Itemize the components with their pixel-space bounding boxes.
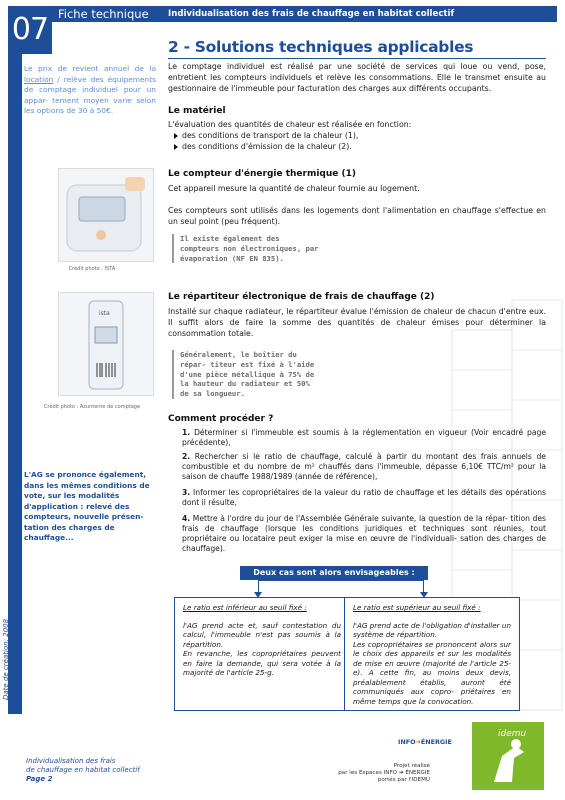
compteur-text-1: Cet appareil mesure la quantité de chaleur fournie au logement. xyxy=(168,184,420,193)
ag-note-bracket xyxy=(18,470,22,542)
info-energie-logo: INFO➔ÉNERGIE xyxy=(398,738,452,746)
step-item: 4. Mettre à l'ordre du jour de l'Assemblée Générale suivante, la question de la répar- tition des frais de chauffage (lorsque les conditions juridiques et techniques sont réunies, tout propriétaire ou locataire peut exiger la mise en œuvre de l'individuali- sation des charges de chauffage). xyxy=(182,514,546,553)
step-item: 1. Déterminer si l'immeuble est soumis à la réglementation en vigueur (Voir encadré page précédente), xyxy=(182,428,546,447)
case-below-threshold: Le ratio est inférieur au seuil fixé : l'AG prend acte et, sauf contestation du calcul, l'immeuble n'est pas soumis à la répartition. En revanche, les copropriétaires peuvent en faire la demande, qui sera votée à la majorité de l'article 25-g. xyxy=(174,597,350,711)
repartiteur-text: Installé sur chaque radiateur, le répartiteur évalue l'émission de chaleur de chacun d'entre eux. Il suffit alors de faire la somme des quantités de chaleur émises pour déterminer la consommation totale. xyxy=(168,307,546,338)
repartiteur-heading: Le répartiteur électronique de frais de chauffage (2) xyxy=(168,292,435,302)
repartiteur-callout: Généralement, le boîtier du répar- titeur est fixé à l'aide d'une pièce métallique à 75% de la hauteur du radiateur et 50% de sa longueur. xyxy=(172,350,322,399)
svg-text:idemu: idemu xyxy=(498,729,527,739)
banner-connector-right xyxy=(340,580,424,596)
step-item: 2. Rechercher si le ratio de chauffage, calculé à partir du montant des frais annuels de combustible et du nombre de m² chauffés dans l'immeuble, dépasse 6,10€ TTC/m² pour la saison de chauffe 1988/1989 (année de référence), xyxy=(182,452,546,481)
compteur-heading: Le compteur d'énergie thermique (1) xyxy=(168,169,357,179)
footer-title: Individualisation des frais de chauffage en habitat collectif Page 2 xyxy=(26,757,140,783)
arrow-right-icon xyxy=(174,133,178,139)
compteur-callout: Il existe également des compteurs non électroniques, par évaporation (NF EN 835). xyxy=(172,234,322,263)
case-left-title: Le ratio est inférieur au seuil fixé : xyxy=(183,603,307,612)
sheet-type: Fiche technique xyxy=(58,7,149,21)
step-item: 3. Informer les copropriétaires de la valeur du ratio de chauffage et les détails des opérations dont il résulte, xyxy=(182,488,546,507)
ag-note: L'AG se prononce également, dans les mêmes conditions de vote, sur les modalités d'application : relevé des compteurs, nouvelle présen- tation des charges de chauffage... xyxy=(24,470,156,544)
thermal-meter-photo xyxy=(58,168,154,262)
photo2-credit: Crédit photo : Azunterne de comptage xyxy=(43,404,141,410)
case-right-title: Le ratio est supérieur au seuil fixé : xyxy=(353,603,481,612)
materiel-heading: Le matériel xyxy=(168,106,226,116)
section-title: 2 - Solutions techniques applicables xyxy=(168,38,474,56)
project-credit: Projet réalisé par les Espaces INFO ➔ ÉNERGIE portés par l'IDEMU xyxy=(338,763,430,784)
photo1-credit: Crédit photo : ISTA xyxy=(68,266,116,272)
idemu-logo xyxy=(472,722,544,790)
header-title: Individualisation des frais de chauffage en habitat collectif xyxy=(168,9,455,19)
intro-paragraph: Le comptage individuel est réalisé par une société de services qui loue ou vend, pose, entretient les compteurs individuels et relève les consommations. Elle le transmet ensuite au gestionnaire de l'immeuble pour facturation des charges aux différents occupants. xyxy=(168,62,546,93)
location-link[interactable]: location xyxy=(24,74,54,84)
compteur-text-2: Ces compteurs sont utilisés dans les logements dont l'alimentation en chauffage s'effectue en un seul point (peu fréquent). xyxy=(168,206,546,226)
left-accent-bar xyxy=(8,54,22,714)
title-rule xyxy=(168,58,546,59)
bullet-item: des conditions d'émission de la chaleur (2). xyxy=(174,142,352,153)
cases-banner: Deux cas sont alors envisageables : xyxy=(240,566,428,580)
banner-connector-left xyxy=(258,580,340,596)
creation-date: Date de création: 2008 xyxy=(2,618,10,700)
bullet-item: des conditions de transport de la chaleur (1), xyxy=(174,131,358,142)
sheet-number: 07 xyxy=(8,6,52,54)
heat-allocator-photo xyxy=(58,292,154,396)
page-number: Page 2 xyxy=(26,775,53,783)
case-above-threshold: Le ratio est supérieur au seuil fixé : l'AG prend acte de l'obligation d'installer un système de répartition. Les copropriétaires se prononcent alors sur le choix des appareils et sur les modalités de mise en œuvre (majorité de l'article 25-e). A cette fin, au moins deux devis, préalablement établis, auront été communiqués aux copro- priétaires en même temps que la convocation. xyxy=(344,597,520,711)
proceder-heading: Comment procéder ? xyxy=(168,414,274,424)
price-note: Le prix de revient annuel de la location / relève des équipements de comptage individuel pour un appar- tement moyen varie selon les options de 30 à 50€. xyxy=(24,64,156,115)
arrow-right-icon xyxy=(174,144,178,150)
allocator-brand-label: ista xyxy=(99,310,110,317)
materiel-text: L'évaluation des quantités de chaleur est réalisée en fonction: xyxy=(168,120,412,129)
